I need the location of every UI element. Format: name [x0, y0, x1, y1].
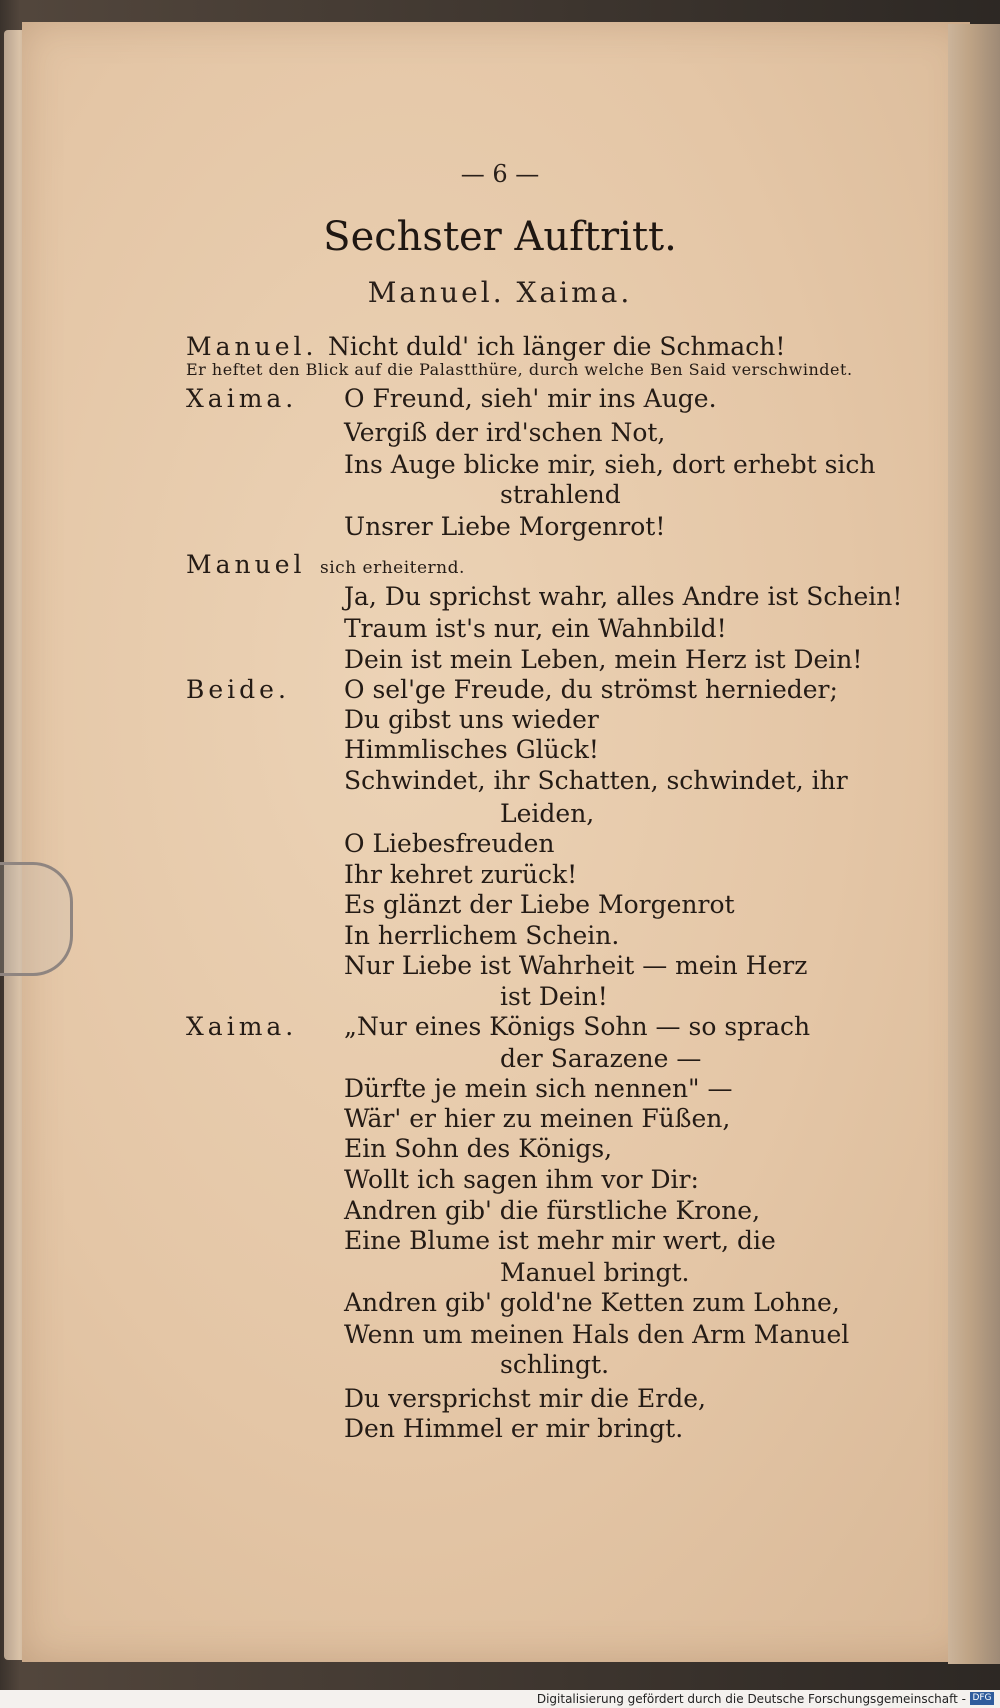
text-line — [0, 1196, 1000, 1228]
text-line — [0, 645, 1000, 677]
verse-line: Wollt ich sagen ihm vor Dir: — [344, 1165, 699, 1194]
text-line — [0, 799, 1000, 831]
verse-line: Vergiß der ird'schen Not, — [344, 418, 666, 447]
text-line — [0, 1288, 1000, 1320]
verse-line: Ein Sohn des Königs, — [344, 1134, 613, 1163]
verse-line: Schwindet, ihr Schatten, schwindet, ihr — [344, 766, 848, 795]
text-line — [0, 418, 1000, 450]
text-line — [0, 1320, 1000, 1352]
verse-line: Es glänzt der Liebe Morgenrot — [344, 890, 735, 919]
text-line — [0, 1165, 1000, 1197]
text-line — [0, 921, 1000, 953]
verse-line: Du versprichst mir die Erde, — [344, 1384, 706, 1413]
speaker-name: Manuel — [186, 550, 306, 579]
text-line — [0, 450, 1000, 482]
verse-line: Andren gib' gold'ne Ketten zum Lohne, — [344, 1288, 840, 1317]
verse-line: O Liebesfreuden — [344, 829, 555, 858]
verse-line: der Sarazene — — [500, 1044, 702, 1073]
verse-line: O sel'ge Freude, du strömst hernieder; — [344, 675, 838, 704]
verse-line: In herrlichem Schein. — [344, 921, 620, 950]
verse-line: Dürfte je mein sich nennen" — — [344, 1074, 733, 1103]
verse-line: Ihr kehret zurück! — [344, 860, 578, 889]
stage-direction: Er heftet den Blick auf die Palastthüre, durch welche Ben Said verschwindet. — [186, 360, 853, 379]
text-line — [0, 1104, 1000, 1136]
text-line — [0, 614, 1000, 646]
text-line — [0, 384, 1000, 416]
text-line — [0, 550, 1000, 582]
text-line — [0, 1258, 1000, 1290]
verse-line: Himmlisches Glück! — [344, 735, 599, 764]
verse-line: Wär' er hier zu meinen Füßen, — [344, 1104, 731, 1133]
verse-line: Nur Liebe ist Wahrheit — mein Herz — [344, 951, 808, 980]
verse-line: Andren gib' die fürstliche Krone, — [344, 1196, 761, 1225]
footer-credit: Digitalisierung gefördert durch die Deutsche Forschungsgemeinschaft - — [536, 1692, 966, 1706]
text-line — [0, 1384, 1000, 1416]
text-line — [0, 890, 1000, 922]
verse-line: Leiden, — [500, 799, 595, 828]
verse-line: Unsrer Liebe Morgenrot! — [344, 512, 666, 541]
text-line — [0, 582, 1000, 614]
text-line — [0, 1226, 1000, 1258]
verse-line: strahlend — [500, 480, 621, 509]
text-line — [0, 675, 1000, 707]
text-line — [0, 982, 1000, 1014]
verse-line: Traum ist's nur, ein Wahnbild! — [344, 614, 727, 643]
speaker-name: Beide. — [186, 675, 290, 704]
verse-line: Ins Auge blicke mir, sieh, dort erhebt sich — [344, 450, 876, 479]
text-line — [0, 735, 1000, 767]
page-number: — 6 — — [460, 160, 540, 188]
verse-line: Dein ist mein Leben, mein Herz ist Dein! — [344, 645, 863, 674]
text-line — [0, 1012, 1000, 1044]
text-line — [0, 766, 1000, 798]
text-line — [0, 829, 1000, 861]
verse-line: Du gibst uns wieder — [344, 705, 599, 734]
speaker-name: Xaima. — [186, 1012, 298, 1041]
text-line — [0, 860, 1000, 892]
verse-line: schlingt. — [500, 1350, 610, 1379]
text-line — [0, 951, 1000, 983]
dfg-logo: DFG — [970, 1692, 994, 1705]
verse-line: ist Dein! — [500, 982, 608, 1011]
verse-line: O Freund, sieh' mir ins Auge. — [344, 384, 717, 413]
verse-line: Eine Blume ist mehr mir wert, die — [344, 1226, 776, 1255]
text-line — [0, 1414, 1000, 1446]
verse-line: Nicht duld' ich länger die Schmach! — [328, 332, 786, 361]
text-line — [0, 480, 1000, 512]
text-line — [0, 1044, 1000, 1076]
verse-line: Manuel bringt. — [500, 1258, 690, 1287]
verse-line: „Nur eines Königs Sohn — so sprach — [344, 1012, 811, 1041]
stage-direction: sich erheiternd. — [320, 558, 465, 578]
verse-line: Wenn um meinen Hals den Arm Manuel — [344, 1320, 850, 1349]
text-line — [0, 1350, 1000, 1382]
text-line — [0, 1134, 1000, 1166]
text-line — [0, 512, 1000, 544]
verse-line: Den Himmel er mir bringt. — [344, 1414, 684, 1443]
speaker-name: Xaima. — [186, 384, 298, 413]
verse-line: Ja, Du sprichst wahr, alles Andre ist Schein! — [344, 582, 903, 611]
scene-title: Sechster Auftritt. — [323, 214, 677, 260]
text-line — [0, 1074, 1000, 1106]
text-line — [0, 705, 1000, 737]
cast-list: Manuel. Xaima. — [367, 276, 633, 309]
speaker-name: Manuel. — [186, 332, 318, 361]
